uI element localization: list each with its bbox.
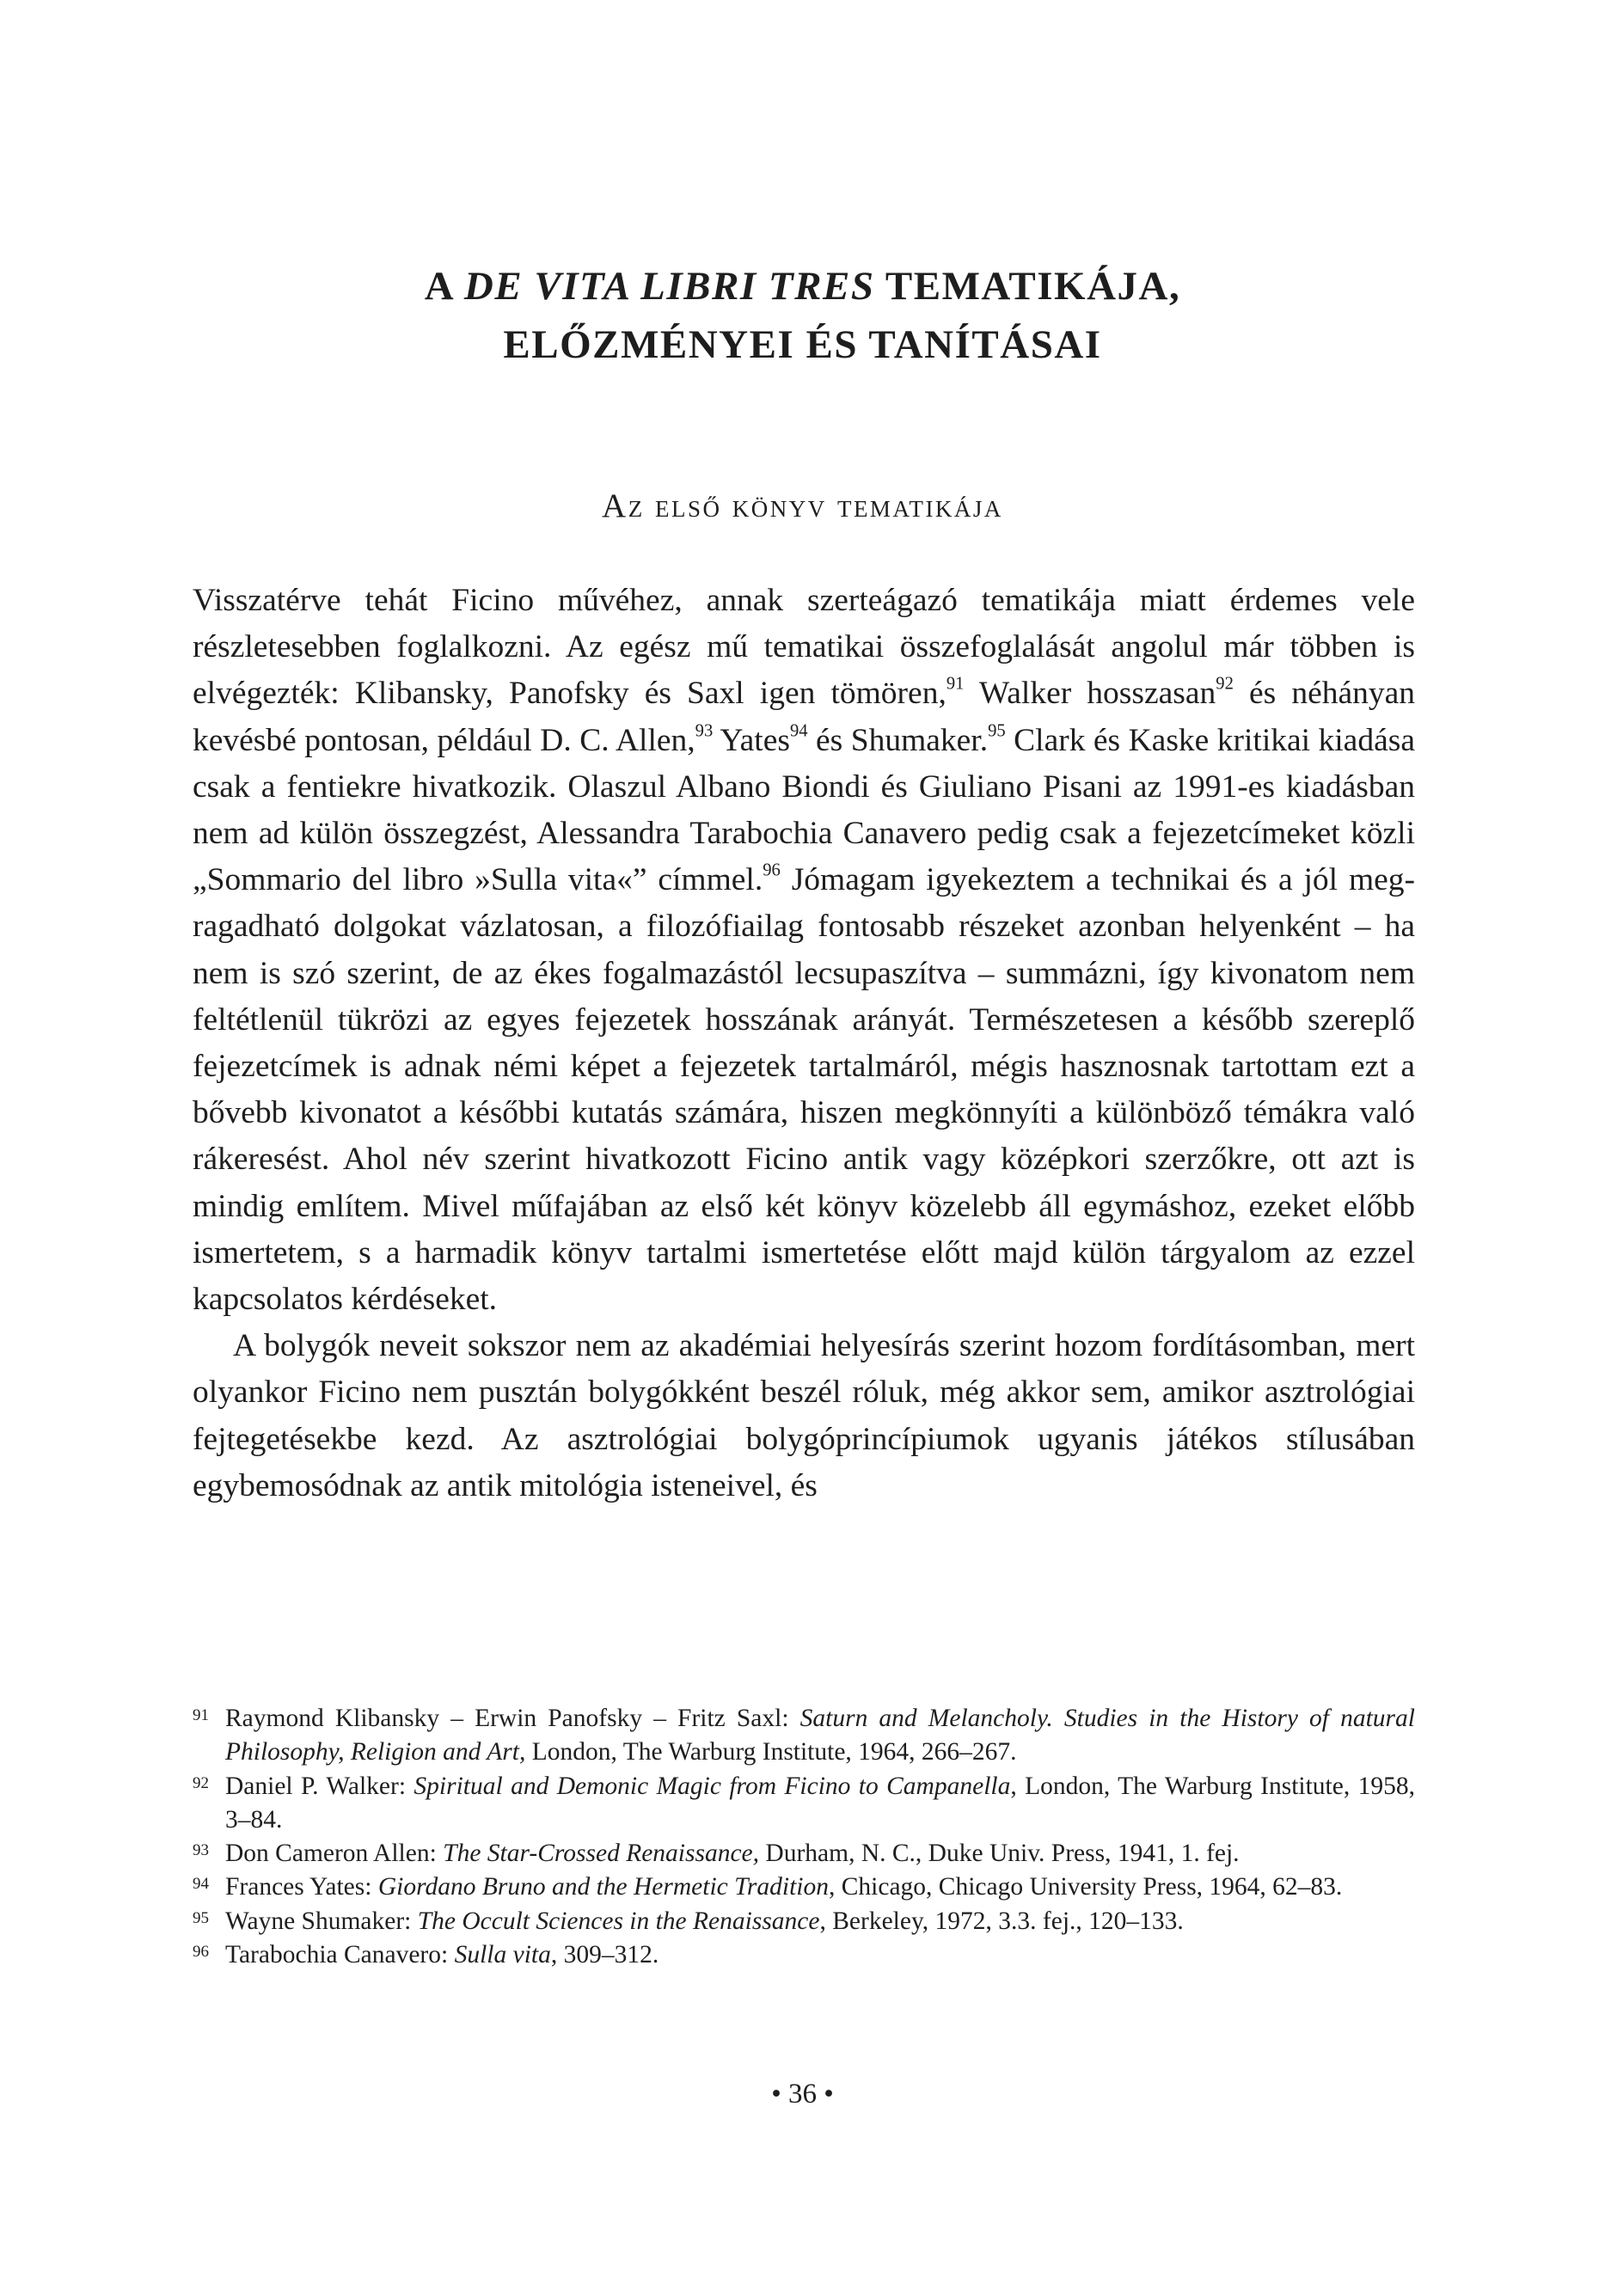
footnote-ref-91[interactable]: 91 [946, 674, 965, 694]
footnote-author: Tarabochia Canavero: [225, 1941, 455, 1969]
title-italic: DE VITA LIBRI TRES [463, 264, 875, 309]
text-run: Clark és Kaske kritikai kiadása csak a fentiekre hivatkozik. Olaszul Albano Biondi és Giuliano Pisani az 1991-es kiadásban nem ad külön összegzést, Alessandra Tarabochia Canavero pedig csak a fejezetcímeket közli „Sommario del libro »Sulla vita«” címmel. [193, 722, 1415, 898]
footnote-work-title: Spiritual and Demonic Magic from Ficino to Campanella [414, 1772, 1011, 1800]
footnote-details: , 309–312. [550, 1941, 659, 1969]
footnote [193, 1905, 1415, 1938]
footnote-text [225, 1702, 1415, 1770]
footnotes [193, 1702, 1415, 1972]
footnote [193, 1938, 1415, 1972]
footnote-work-title: The Occult Sciences in the Renaissance [417, 1907, 820, 1935]
footnote-number: 92 [193, 1773, 209, 1792]
title-prefix: A [424, 264, 464, 309]
footnote-work-title: Saturn and Melancholy. Studies in the History of natural Philosophy, Religion and Art, [225, 1705, 1415, 1766]
footnote-ref-94[interactable]: 94 [789, 721, 808, 741]
footnote-ref-93[interactable]: 93 [695, 721, 714, 741]
footnote-author: Frances Yates: [225, 1873, 378, 1901]
text-run: és Shumaker. [807, 722, 989, 758]
footnote-details: Durham, N. C., Duke Univ. Press, 1941, 1. fej. [759, 1840, 1240, 1868]
footnote-ref-92[interactable]: 92 [1216, 674, 1234, 694]
section-heading: Az első könyv tematikája [602, 487, 1003, 524]
footnote-author: Wayne Shumaker: [225, 1907, 418, 1935]
chapter-title-line-1 [0, 257, 1605, 315]
chapter-title-line-2: ELŐZMÉNYEI ÉS TANÍTÁSAI [503, 322, 1102, 368]
footnote-text [225, 1905, 1415, 1938]
title-suffix: TEMATIKÁJA, [874, 264, 1181, 309]
footnote-author: Daniel P. Walker: [225, 1772, 414, 1800]
text-run: Walker hosszasan [964, 676, 1216, 712]
footnote-details: London, The Warburg Institute, 1964, 266–267. [525, 1738, 1017, 1766]
chapter-title [0, 257, 1605, 374]
footnote-number: 96 [193, 1943, 209, 1962]
footnote-details: , Chicago, Chicago University Press, 1964, 62–83. [828, 1873, 1343, 1901]
footnote-text [225, 1938, 1415, 1972]
footnote-text [225, 1770, 1415, 1838]
footnote-text [225, 1870, 1415, 1904]
footnote [193, 1770, 1415, 1838]
footnote-work-title: The Star-Crossed Renaissance, [443, 1840, 760, 1868]
footnote-number: 91 [193, 1706, 209, 1724]
footnote-ref-95[interactable]: 95 [988, 721, 1006, 741]
footnote-ref-96[interactable]: 96 [763, 860, 781, 880]
footnote [193, 1702, 1415, 1770]
footnote [193, 1870, 1415, 1904]
text-run: Yates [713, 722, 790, 758]
body-text [193, 578, 1415, 1509]
footnote-details: , London, The Warburg Institute, 1958, 3–84. [225, 1772, 1415, 1834]
footnote-author: Raymond Klibansky – Erwin Panofsky – Fritz Saxl: [225, 1705, 800, 1732]
paragraph-1 [193, 578, 1415, 1323]
footnote-text [225, 1837, 1415, 1870]
footnote-number: 93 [193, 1841, 209, 1860]
text-run: és néhányan kevésbé pontosan, például D. C. Allen, [193, 676, 1415, 758]
text-run: Visszatérve tehát Ficino művéhez, annak szerteágazó tematikája miatt érdemes vele részletesebben foglalkozni. Az egész mű tematikai összefoglalását angolul már többen is elvégezték: Klibansky, Panofsky és Saxl igen tömören, [193, 583, 1415, 712]
footnote-details: , Berkeley, 1972, 3.3. fej., 120–133. [819, 1907, 1184, 1935]
footnote-work-title: Sulla vita [454, 1941, 551, 1969]
footnote [193, 1837, 1415, 1870]
paragraph-2: A bolygók neveit sokszor nem az akadémiai helyesírás szerint hozom fordításomban, mert olyankor Ficino nem pusztán bolygókként beszél róluk, még akkor sem, amikor asztrológiai fejtegetésekbe kezd. Az asztrológiai bolygóprincípiumok ugyanis játékos stílusában egybemosódnak az antik mitológia isteneivel, és [193, 1328, 1415, 1503]
footnote-number: 94 [193, 1875, 209, 1894]
footnote-number: 95 [193, 1908, 209, 1927]
page-number: • 36 • [771, 2079, 834, 2109]
footnote-author: Don Cameron Allen: [225, 1840, 444, 1868]
text-run: Jómagam igyekeztem a technikai és a jól megragadható dolgokat vázlatosan, a filozófiailag fontosabb részeket azonban helyenként – ha nem is szó szerint, de az ékes fogalmazástól lecsupaszítva – summázni, így kivonatom nem feltétlenül tükrözi az egyes fejezetek hosszának arányát. Természetesen a később szereplő fejezetcímek is adnak némi képet a fejezetek tartalmáról, mégis hasznosnak tartottam ezt a bővebb kivonatot a későbbi kutatás számára, hiszen megkönnyíti a különböző témákra való rákeresést. Ahol név szerint hivatkozott Ficino antik vagy középkori szerzőkre, ott azt is mindig említem. Mivel műfajában az első két könyv közelebb áll egymáshoz, ezeket előbb ismertetem, s a harmadik könyv tartalmi ismertetése előtt majd külön tárgyalom az ezzel kapcsolatos kérdéseket. [193, 862, 1416, 1318]
footnote-work-title: Giordano Bruno and the Hermetic Tradition [377, 1873, 829, 1901]
